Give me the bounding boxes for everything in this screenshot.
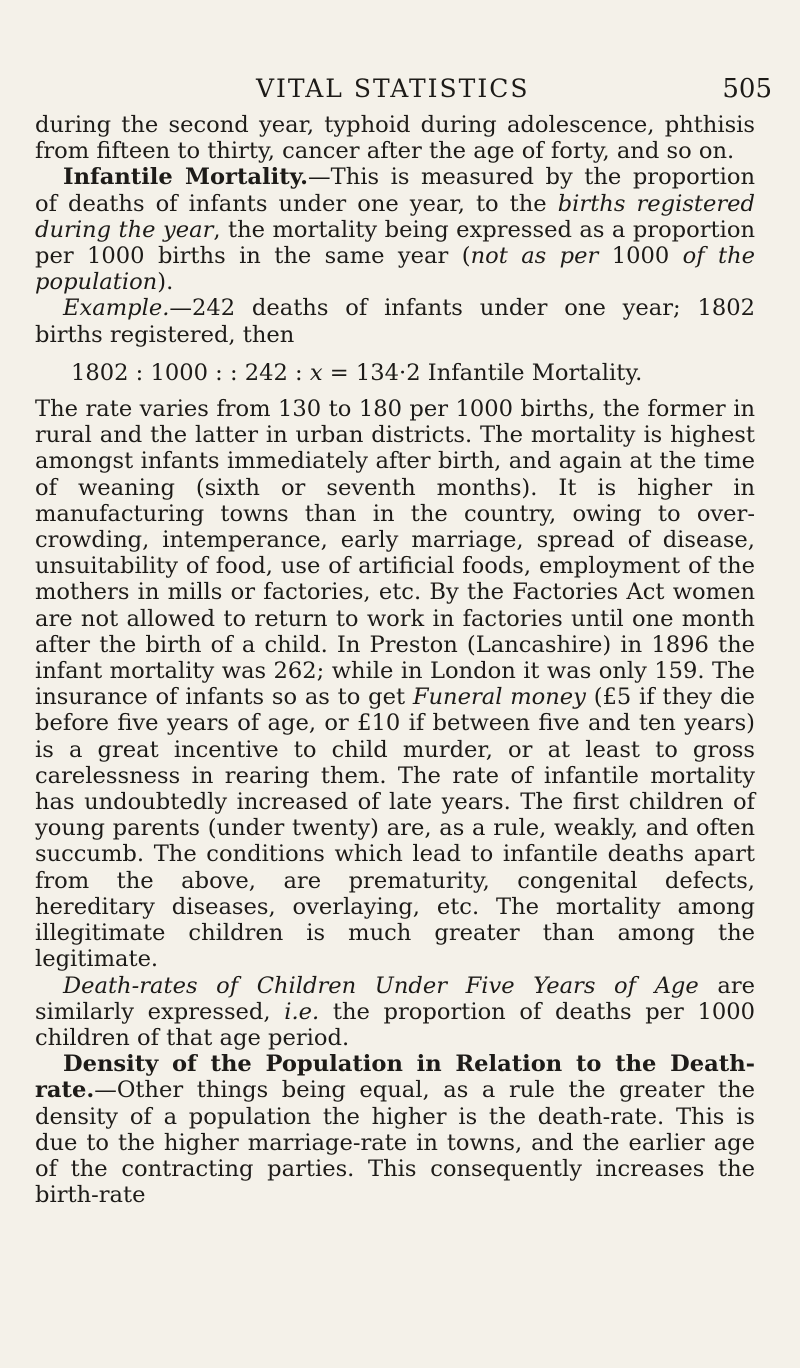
example-label: Example. [63, 295, 170, 322]
paragraph-under-five: Death-rates of Children Under Five Years of Age are similarly expressed, i.e. the proportion of deaths per 1000 children of that age period. [35, 972, 755, 1051]
proportion-formula: 1802 : 1000 : : 242 : x = 134·2 Infantile Mortality. [71, 359, 643, 386]
running-title: VITAL STATISTICS [256, 74, 530, 103]
paragraph-infantile-mortality: Infantile Mortality.—This is measured by the proportion of deaths of infants under one year, to the births registered during the year, the mortality being expressed as a proportion per 1000 births in the same year (not as per 1000 of the population). [35, 164, 756, 296]
page-body [35, 112, 755, 1208]
paragraph-continuation: during the second year, typhoid during adolescence, phthisis from fifteen to thirty, cancer after the age of forty, and so on. [35, 112, 755, 165]
section-heading-density: Density of the Population in Relation to the Death-rate. [35, 1051, 755, 1104]
page-header [0, 74, 800, 114]
section-heading-infantile-mortality: Infantile Mortality. [63, 164, 309, 191]
paragraph-rate-variation: The rate varies from 130 to 180 per 1000 births, the former in rural and the latter in urban districts. The mortality is highest amongst infants immediately after birth, and again at the time of weaning (sixth or seventh months). It is higher in manufacturing towns than in the country, owing to over-crowding, intemperance, early marriage, spread of disease, unsuitability of food, use of artificial foods, employment of the mothers in mills or factories, etc. By the Factories Act women are not allowed to return to work in factories until one month after the birth of a child. In Preston (Lancashire) in 1896 the infant mortality was 262; while in London it was only 159. The insurance of infants so as to get Funeral money (£5 if they die before five years of age, or £10 if between five and ten years) is a great incentive to child murder, or at least to gross carelessness in rearing them. The rate of infantile mortality has undoubtedly increased of late years. The first children of young parents (under twenty) are, as a rule, weakly, and often succumb. The conditions which lead to infantile deaths apart from the above, are prematurity, congenital defects, hereditary diseases, overlaying, etc. The mortality among illegitimate children is much greater than among the legitimate. [35, 396, 756, 973]
page-number: 505 [722, 74, 772, 104]
paragraph-density: Density of the Population in Relation to the Death-rate.—Other things being equal, as a rule the greater the density of a population the higher is the death-rate. This is due to the higher marriage-rate in towns, and the earlier age of the contracting parties. This consequently increases the birth-rate [35, 1051, 755, 1209]
paragraph-example: Example.—242 deaths of infants under one year; 1802 births registered, then [35, 295, 755, 348]
